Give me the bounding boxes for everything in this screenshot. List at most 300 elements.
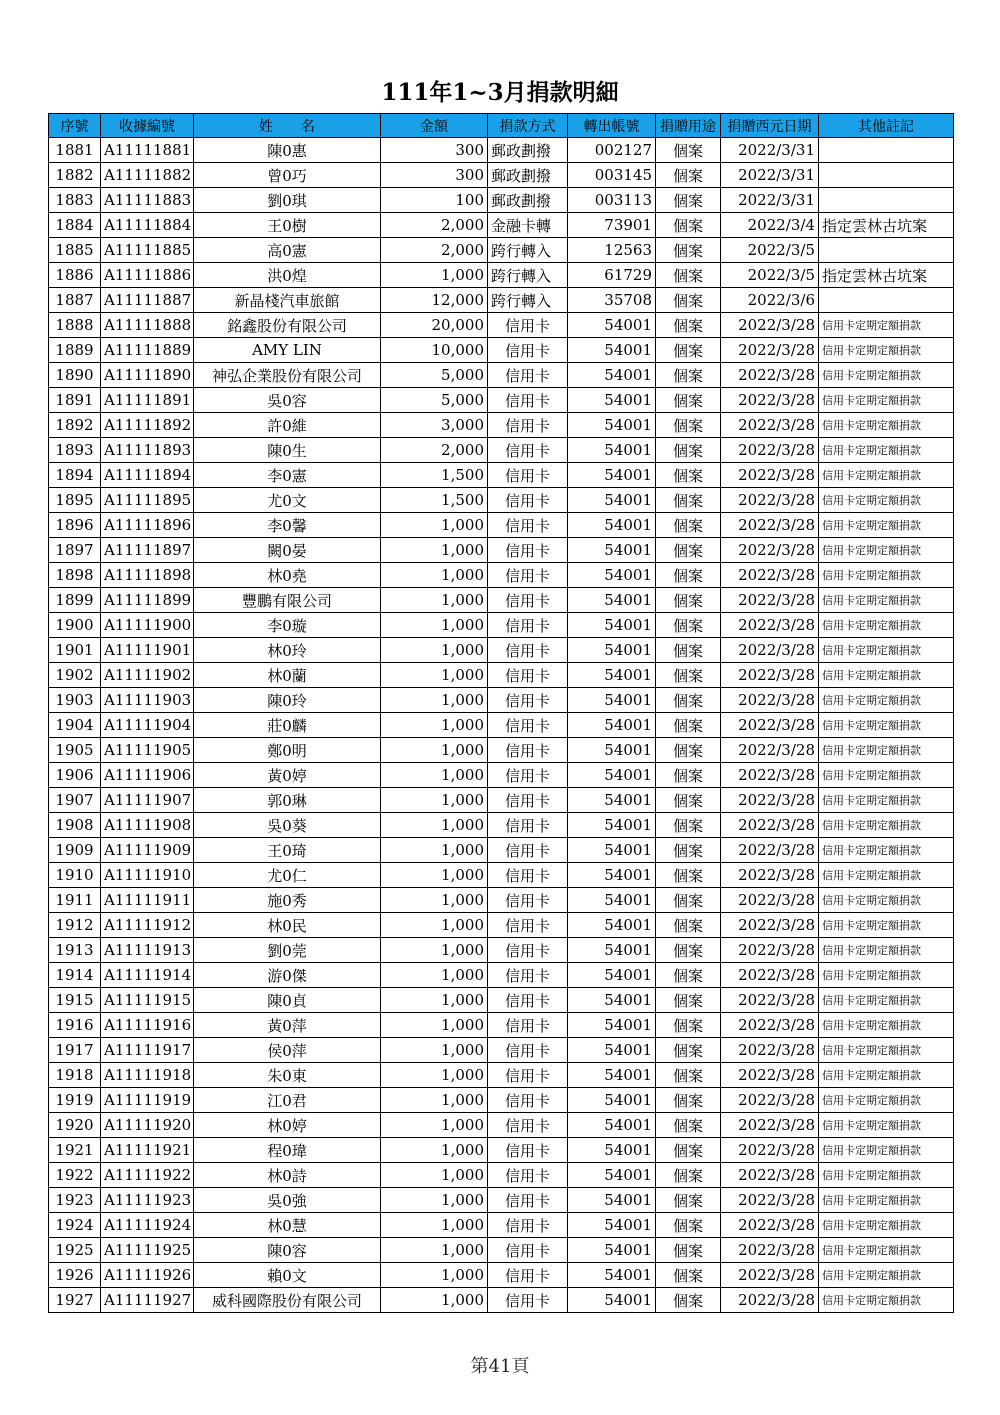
cell-col-purpose: 個案 — [656, 888, 721, 913]
cell-col-account: 54001 — [568, 1088, 656, 1113]
cell-col-purpose: 個案 — [656, 563, 721, 588]
cell-col-account: 54001 — [568, 463, 656, 488]
cell-col-name: 鄭0明 — [194, 738, 381, 763]
cell-col-method: 信用卡 — [488, 438, 568, 463]
cell-col-note: 信用卡定期定額捐款 — [819, 1113, 954, 1138]
cell-col-receipt: A11111906 — [101, 763, 194, 788]
cell-col-note: 信用卡定期定額捐款 — [819, 463, 954, 488]
cell-col-seq: 1898 — [49, 563, 101, 588]
cell-col-purpose: 個案 — [656, 838, 721, 863]
cell-col-note: 信用卡定期定額捐款 — [819, 838, 954, 863]
cell-col-purpose: 個案 — [656, 938, 721, 963]
cell-col-account: 54001 — [568, 1038, 656, 1063]
table-row — [49, 313, 954, 338]
cell-col-purpose: 個案 — [656, 1038, 721, 1063]
cell-col-name: 陳0貞 — [194, 988, 381, 1013]
table-row — [49, 988, 954, 1013]
table-row — [49, 413, 954, 438]
cell-col-note: 信用卡定期定額捐款 — [819, 913, 954, 938]
cell-col-purpose: 個案 — [656, 1188, 721, 1213]
cell-col-method: 信用卡 — [488, 313, 568, 338]
cell-col-note: 信用卡定期定額捐款 — [819, 1263, 954, 1288]
table-row — [49, 488, 954, 513]
cell-col-seq: 1883 — [49, 188, 101, 213]
table-row — [49, 963, 954, 988]
cell-col-receipt: A11111897 — [101, 538, 194, 563]
cell-col-receipt: A11111907 — [101, 788, 194, 813]
cell-col-seq: 1927 — [49, 1288, 101, 1313]
cell-col-seq: 1915 — [49, 988, 101, 1013]
cell-col-name: 林0慧 — [194, 1213, 381, 1238]
cell-col-name: 李0憲 — [194, 463, 381, 488]
cell-col-name: 游0傑 — [194, 963, 381, 988]
cell-col-account: 35708 — [568, 288, 656, 313]
cell-col-note — [819, 188, 954, 213]
cell-col-note: 信用卡定期定額捐款 — [819, 438, 954, 463]
header-col-purpose: 捐贈用途 — [656, 114, 721, 138]
cell-col-name: 吳0葵 — [194, 813, 381, 838]
cell-col-method: 信用卡 — [488, 988, 568, 1013]
cell-col-seq: 1892 — [49, 413, 101, 438]
cell-col-account: 54001 — [568, 338, 656, 363]
cell-col-method: 信用卡 — [488, 1088, 568, 1113]
cell-col-purpose: 個案 — [656, 688, 721, 713]
cell-col-amount: 12,000 — [381, 288, 488, 313]
cell-col-purpose: 個案 — [656, 188, 721, 213]
table-row — [49, 188, 954, 213]
page-number: 第41頁 — [470, 1356, 530, 1377]
cell-col-purpose: 個案 — [656, 1113, 721, 1138]
cell-col-seq: 1919 — [49, 1088, 101, 1113]
cell-col-date: 2022/3/28 — [721, 363, 819, 388]
cell-col-account: 73901 — [568, 213, 656, 238]
cell-col-note: 信用卡定期定額捐款 — [819, 313, 954, 338]
table-row — [49, 1138, 954, 1163]
table-row — [49, 813, 954, 838]
cell-col-account: 54001 — [568, 1163, 656, 1188]
cell-col-receipt: A11111889 — [101, 338, 194, 363]
table-row — [49, 913, 954, 938]
cell-col-date: 2022/3/28 — [721, 738, 819, 763]
cell-col-seq: 1912 — [49, 913, 101, 938]
cell-col-amount: 5,000 — [381, 363, 488, 388]
cell-col-name: 尤0文 — [194, 488, 381, 513]
cell-col-note: 信用卡定期定額捐款 — [819, 938, 954, 963]
cell-col-seq: 1897 — [49, 538, 101, 563]
cell-col-seq: 1923 — [49, 1188, 101, 1213]
cell-col-purpose: 個案 — [656, 613, 721, 638]
cell-col-date: 2022/3/28 — [721, 388, 819, 413]
cell-col-method: 郵政劃撥 — [488, 138, 568, 163]
cell-col-amount: 1,000 — [381, 1213, 488, 1238]
cell-col-receipt: A11111914 — [101, 963, 194, 988]
cell-col-name: 陳0惠 — [194, 138, 381, 163]
cell-col-receipt: A11111919 — [101, 1088, 194, 1113]
cell-col-date: 2022/3/28 — [721, 513, 819, 538]
cell-col-method: 信用卡 — [488, 663, 568, 688]
cell-col-account: 54001 — [568, 763, 656, 788]
table-row — [49, 688, 954, 713]
cell-col-account: 54001 — [568, 438, 656, 463]
cell-col-account: 54001 — [568, 388, 656, 413]
cell-col-receipt: A11111916 — [101, 1013, 194, 1038]
cell-col-purpose: 個案 — [656, 1138, 721, 1163]
table-row — [49, 1013, 954, 1038]
cell-col-account: 54001 — [568, 1213, 656, 1238]
cell-col-amount: 2,000 — [381, 238, 488, 263]
cell-col-receipt: A11111915 — [101, 988, 194, 1013]
header-col-name: 姓 名 — [194, 114, 381, 138]
table-row — [49, 638, 954, 663]
cell-col-name: 林0堯 — [194, 563, 381, 588]
cell-col-seq: 1926 — [49, 1263, 101, 1288]
cell-col-name: 劉0莞 — [194, 938, 381, 963]
cell-col-purpose: 個案 — [656, 288, 721, 313]
cell-col-name: 闕0晏 — [194, 538, 381, 563]
cell-col-receipt: A11111923 — [101, 1188, 194, 1213]
cell-col-seq: 1886 — [49, 263, 101, 288]
cell-col-note: 信用卡定期定額捐款 — [819, 763, 954, 788]
cell-col-method: 信用卡 — [488, 1013, 568, 1038]
cell-col-amount: 1,000 — [381, 813, 488, 838]
cell-col-amount: 1,000 — [381, 1238, 488, 1263]
cell-col-date: 2022/3/28 — [721, 1288, 819, 1313]
cell-col-amount: 1,000 — [381, 913, 488, 938]
cell-col-purpose: 個案 — [656, 738, 721, 763]
cell-col-note: 信用卡定期定額捐款 — [819, 388, 954, 413]
cell-col-seq: 1906 — [49, 763, 101, 788]
cell-col-purpose: 個案 — [656, 213, 721, 238]
cell-col-method: 信用卡 — [488, 1138, 568, 1163]
cell-col-method: 信用卡 — [488, 888, 568, 913]
cell-col-date: 2022/3/6 — [721, 288, 819, 313]
cell-col-method: 金融卡轉 — [488, 213, 568, 238]
header-col-receipt: 收據編號 — [101, 114, 194, 138]
cell-col-seq: 1916 — [49, 1013, 101, 1038]
table-header-row — [49, 114, 954, 138]
cell-col-receipt: A11111911 — [101, 888, 194, 913]
cell-col-method: 信用卡 — [488, 963, 568, 988]
cell-col-date: 2022/3/28 — [721, 938, 819, 963]
cell-col-name: 陳0容 — [194, 1238, 381, 1263]
cell-col-note — [819, 138, 954, 163]
cell-col-note: 信用卡定期定額捐款 — [819, 538, 954, 563]
cell-col-purpose: 個案 — [656, 463, 721, 488]
cell-col-note: 信用卡定期定額捐款 — [819, 963, 954, 988]
cell-col-name: AMY LIN — [194, 338, 381, 363]
cell-col-method: 信用卡 — [488, 763, 568, 788]
cell-col-receipt: A11111899 — [101, 588, 194, 613]
cell-col-name: 曾0巧 — [194, 163, 381, 188]
cell-col-date: 2022/3/28 — [721, 1213, 819, 1238]
cell-col-account: 61729 — [568, 263, 656, 288]
cell-col-receipt: A11111909 — [101, 838, 194, 863]
cell-col-note: 信用卡定期定額捐款 — [819, 1188, 954, 1213]
cell-col-purpose: 個案 — [656, 788, 721, 813]
cell-col-seq: 1884 — [49, 213, 101, 238]
cell-col-method: 信用卡 — [488, 938, 568, 963]
cell-col-name: 豐鵬有限公司 — [194, 588, 381, 613]
table-row — [49, 1088, 954, 1113]
table-row — [49, 513, 954, 538]
cell-col-method: 信用卡 — [488, 788, 568, 813]
cell-col-account: 54001 — [568, 1013, 656, 1038]
cell-col-receipt: A11111886 — [101, 263, 194, 288]
cell-col-seq: 1922 — [49, 1163, 101, 1188]
cell-col-purpose: 個案 — [656, 363, 721, 388]
cell-col-receipt: A11111887 — [101, 288, 194, 313]
cell-col-seq: 1920 — [49, 1113, 101, 1138]
cell-col-purpose: 個案 — [656, 663, 721, 688]
table-row — [49, 213, 954, 238]
cell-col-method: 信用卡 — [488, 863, 568, 888]
cell-col-note: 信用卡定期定額捐款 — [819, 888, 954, 913]
table-row — [49, 663, 954, 688]
cell-col-amount: 2,000 — [381, 438, 488, 463]
table-row — [49, 338, 954, 363]
cell-col-account: 54001 — [568, 963, 656, 988]
header-col-seq: 序號 — [49, 114, 101, 138]
cell-col-amount: 2,000 — [381, 213, 488, 238]
cell-col-account: 54001 — [568, 1063, 656, 1088]
cell-col-date: 2022/3/28 — [721, 1188, 819, 1213]
table-row — [49, 588, 954, 613]
cell-col-note: 指定雲林古坑案 — [819, 263, 954, 288]
cell-col-seq: 1887 — [49, 288, 101, 313]
cell-col-account: 54001 — [568, 363, 656, 388]
cell-col-note: 信用卡定期定額捐款 — [819, 338, 954, 363]
cell-col-name: 程0瑋 — [194, 1138, 381, 1163]
table-row — [49, 788, 954, 813]
cell-col-amount: 1,000 — [381, 663, 488, 688]
table-row — [49, 463, 954, 488]
table-row — [49, 263, 954, 288]
cell-col-date: 2022/3/28 — [721, 888, 819, 913]
cell-col-receipt: A11111898 — [101, 563, 194, 588]
cell-col-method: 信用卡 — [488, 1063, 568, 1088]
cell-col-note — [819, 288, 954, 313]
table-row — [49, 538, 954, 563]
cell-col-name: 賴0文 — [194, 1263, 381, 1288]
cell-col-method: 信用卡 — [488, 588, 568, 613]
cell-col-purpose: 個案 — [656, 338, 721, 363]
cell-col-account: 54001 — [568, 313, 656, 338]
cell-col-method: 信用卡 — [488, 688, 568, 713]
cell-col-account: 002127 — [568, 138, 656, 163]
cell-col-amount: 300 — [381, 163, 488, 188]
cell-col-account: 54001 — [568, 813, 656, 838]
cell-col-seq: 1904 — [49, 713, 101, 738]
cell-col-account: 54001 — [568, 1238, 656, 1263]
cell-col-seq: 1909 — [49, 838, 101, 863]
cell-col-note: 信用卡定期定額捐款 — [819, 813, 954, 838]
table-row — [49, 1063, 954, 1088]
cell-col-name: 王0琦 — [194, 838, 381, 863]
cell-col-account: 54001 — [568, 888, 656, 913]
cell-col-seq: 1907 — [49, 788, 101, 813]
table-row — [49, 838, 954, 863]
cell-col-purpose: 個案 — [656, 538, 721, 563]
cell-col-date: 2022/3/28 — [721, 813, 819, 838]
cell-col-date: 2022/3/28 — [721, 638, 819, 663]
cell-col-date: 2022/3/28 — [721, 688, 819, 713]
cell-col-seq: 1891 — [49, 388, 101, 413]
cell-col-note: 信用卡定期定額捐款 — [819, 1013, 954, 1038]
cell-col-seq: 1924 — [49, 1213, 101, 1238]
cell-col-amount: 3,000 — [381, 413, 488, 438]
table-row — [49, 738, 954, 763]
cell-col-receipt: A11111903 — [101, 688, 194, 713]
cell-col-note: 信用卡定期定額捐款 — [819, 363, 954, 388]
cell-col-date: 2022/3/28 — [721, 988, 819, 1013]
cell-col-method: 信用卡 — [488, 463, 568, 488]
cell-col-amount: 1,000 — [381, 838, 488, 863]
cell-col-account: 54001 — [568, 1113, 656, 1138]
cell-col-method: 信用卡 — [488, 538, 568, 563]
table-row — [49, 1238, 954, 1263]
cell-col-account: 54001 — [568, 688, 656, 713]
cell-col-account: 54001 — [568, 413, 656, 438]
table-row — [49, 138, 954, 163]
table-row — [49, 1113, 954, 1138]
cell-col-amount: 1,000 — [381, 988, 488, 1013]
cell-col-note — [819, 163, 954, 188]
cell-col-name: 銘鑫股份有限公司 — [194, 313, 381, 338]
table-row — [49, 1263, 954, 1288]
cell-col-method: 信用卡 — [488, 1163, 568, 1188]
cell-col-amount: 1,000 — [381, 938, 488, 963]
cell-col-amount: 1,000 — [381, 1288, 488, 1313]
cell-col-date: 2022/3/28 — [721, 588, 819, 613]
cell-col-name: 林0玲 — [194, 638, 381, 663]
cell-col-name: 黃0婷 — [194, 763, 381, 788]
cell-col-name: 林0婷 — [194, 1113, 381, 1138]
cell-col-amount: 10,000 — [381, 338, 488, 363]
cell-col-account: 54001 — [568, 863, 656, 888]
cell-col-method: 信用卡 — [488, 388, 568, 413]
cell-col-date: 2022/3/28 — [721, 1163, 819, 1188]
cell-col-date: 2022/3/4 — [721, 213, 819, 238]
cell-col-note: 信用卡定期定額捐款 — [819, 1038, 954, 1063]
cell-col-name: 尤0仁 — [194, 863, 381, 888]
cell-col-receipt: A11111922 — [101, 1163, 194, 1188]
cell-col-seq: 1913 — [49, 938, 101, 963]
cell-col-note: 信用卡定期定額捐款 — [819, 688, 954, 713]
table-row — [49, 763, 954, 788]
cell-col-receipt: A11111913 — [101, 938, 194, 963]
cell-col-method: 信用卡 — [488, 713, 568, 738]
cell-col-amount: 1,000 — [381, 263, 488, 288]
cell-col-name: 江0君 — [194, 1088, 381, 1113]
cell-col-receipt: A11111894 — [101, 463, 194, 488]
cell-col-purpose: 個案 — [656, 1013, 721, 1038]
cell-col-date: 2022/3/28 — [721, 1063, 819, 1088]
cell-col-receipt: A11111927 — [101, 1288, 194, 1313]
cell-col-name: 陳0玲 — [194, 688, 381, 713]
cell-col-seq: 1902 — [49, 663, 101, 688]
cell-col-name: 林0蘭 — [194, 663, 381, 688]
cell-col-purpose: 個案 — [656, 813, 721, 838]
cell-col-receipt: A11111920 — [101, 1113, 194, 1138]
cell-col-seq: 1908 — [49, 813, 101, 838]
cell-col-seq: 1893 — [49, 438, 101, 463]
cell-col-name: 王0樹 — [194, 213, 381, 238]
cell-col-date: 2022/3/28 — [721, 438, 819, 463]
cell-col-purpose: 個案 — [656, 513, 721, 538]
cell-col-purpose: 個案 — [656, 488, 721, 513]
cell-col-note: 信用卡定期定額捐款 — [819, 1163, 954, 1188]
cell-col-seq: 1901 — [49, 638, 101, 663]
cell-col-purpose: 個案 — [656, 263, 721, 288]
cell-col-purpose: 個案 — [656, 163, 721, 188]
cell-col-date: 2022/3/28 — [721, 713, 819, 738]
header-col-date: 捐贈西元日期 — [721, 114, 819, 138]
cell-col-method: 跨行轉入 — [488, 238, 568, 263]
cell-col-note: 信用卡定期定額捐款 — [819, 738, 954, 763]
cell-col-date: 2022/3/28 — [721, 963, 819, 988]
cell-col-seq: 1896 — [49, 513, 101, 538]
cell-col-name: 威科國際股份有限公司 — [194, 1288, 381, 1313]
cell-col-purpose: 個案 — [656, 588, 721, 613]
cell-col-receipt: A11111891 — [101, 388, 194, 413]
table-row — [49, 613, 954, 638]
cell-col-amount: 1,000 — [381, 763, 488, 788]
table-row — [49, 1038, 954, 1063]
cell-col-date: 2022/3/28 — [721, 1263, 819, 1288]
cell-col-amount: 1,000 — [381, 563, 488, 588]
cell-col-seq: 1895 — [49, 488, 101, 513]
cell-col-method: 信用卡 — [488, 813, 568, 838]
cell-col-purpose: 個案 — [656, 913, 721, 938]
cell-col-receipt: A11111924 — [101, 1213, 194, 1238]
cell-col-method: 跨行轉入 — [488, 263, 568, 288]
cell-col-amount: 5,000 — [381, 388, 488, 413]
cell-col-account: 54001 — [568, 1263, 656, 1288]
cell-col-note: 信用卡定期定額捐款 — [819, 563, 954, 588]
cell-col-method: 信用卡 — [488, 1038, 568, 1063]
cell-col-date: 2022/3/28 — [721, 838, 819, 863]
cell-col-date: 2022/3/28 — [721, 663, 819, 688]
cell-col-purpose: 個案 — [656, 388, 721, 413]
cell-col-note: 信用卡定期定額捐款 — [819, 1063, 954, 1088]
cell-col-receipt: A11111883 — [101, 188, 194, 213]
header-col-account: 轉出帳號 — [568, 114, 656, 138]
cell-col-note: 信用卡定期定額捐款 — [819, 713, 954, 738]
table-row — [49, 1288, 954, 1313]
cell-col-seq: 1921 — [49, 1138, 101, 1163]
cell-col-amount: 100 — [381, 188, 488, 213]
cell-col-date: 2022/3/28 — [721, 788, 819, 813]
table-row — [49, 1213, 954, 1238]
header-col-amount: 金額 — [381, 114, 488, 138]
cell-col-date: 2022/3/28 — [721, 1088, 819, 1113]
cell-col-note: 信用卡定期定額捐款 — [819, 413, 954, 438]
cell-col-receipt: A11111926 — [101, 1263, 194, 1288]
cell-col-purpose: 個案 — [656, 1063, 721, 1088]
cell-col-purpose: 個案 — [656, 1213, 721, 1238]
cell-col-receipt: A11111881 — [101, 138, 194, 163]
cell-col-method: 信用卡 — [488, 738, 568, 763]
cell-col-date: 2022/3/28 — [721, 413, 819, 438]
cell-col-name: 李0璇 — [194, 613, 381, 638]
cell-col-date: 2022/3/28 — [721, 1138, 819, 1163]
cell-col-seq: 1910 — [49, 863, 101, 888]
cell-col-note: 信用卡定期定額捐款 — [819, 863, 954, 888]
cell-col-account: 54001 — [568, 738, 656, 763]
cell-col-purpose: 個案 — [656, 1238, 721, 1263]
cell-col-account: 54001 — [568, 488, 656, 513]
cell-col-date: 2022/3/28 — [721, 563, 819, 588]
